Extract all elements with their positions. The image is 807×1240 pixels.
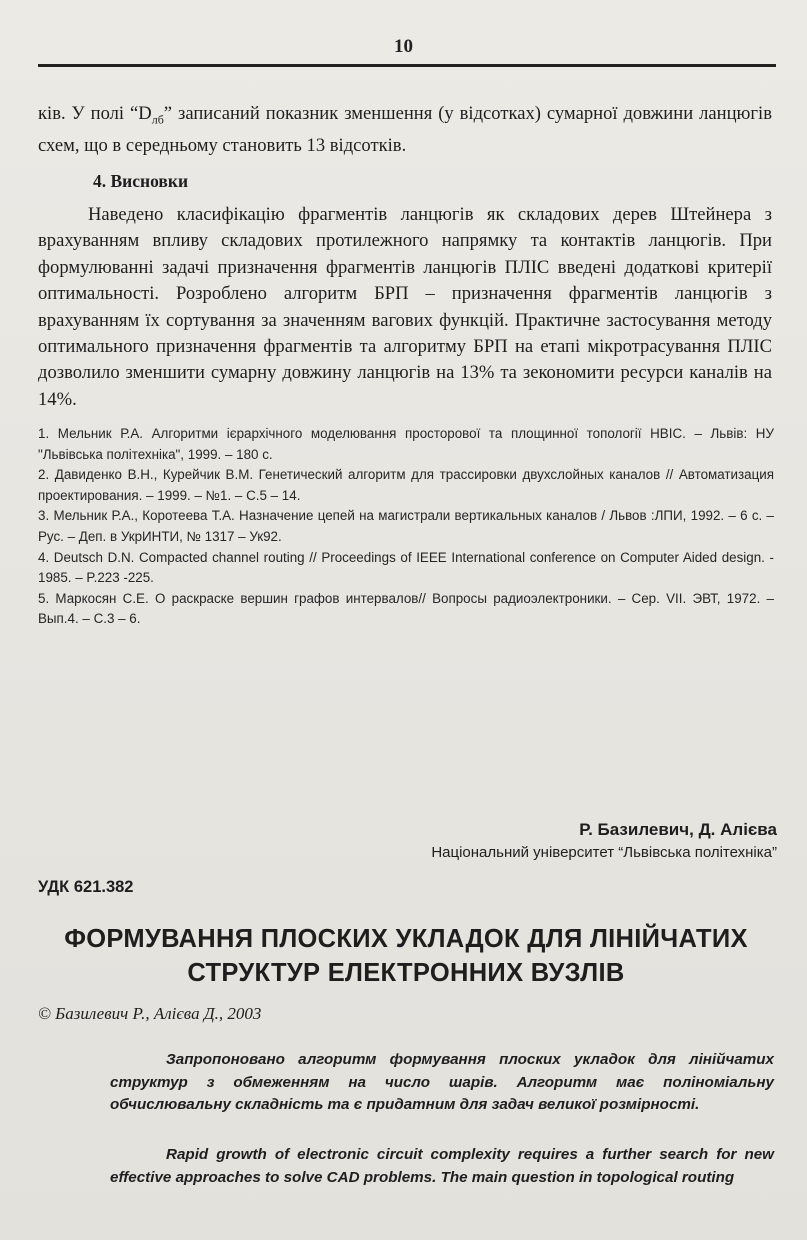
udk-code: УДК 621.382 <box>38 878 134 896</box>
references-list <box>38 424 774 630</box>
reference-item: 2. Давиденко В.Н., Курейчик В.М. Генетический алгоритм для трассировки двухслойных каналов // Автоматизация проектирования. – 1999. – №1. – С.5 – 14. <box>38 467 774 503</box>
intro-subscript: лб <box>151 112 164 127</box>
article-authors-block <box>431 818 777 864</box>
copyright-line: © Базилевич Р., Алієва Д., 2003 <box>38 1004 262 1023</box>
abstract-ukrainian: Запропоновано алгоритм формування плоских укладок для лінійчатих структур з обмеженням на число шарів. Алгоритм має поліноміальну обчислювальну складність та є придатним для задач великої розмірності. <box>110 1051 774 1113</box>
intro-paragraph <box>38 101 772 160</box>
reference-item: 4. Deutsch D.N. Compacted channel routing // Proceedings of IEEE International conference on Computer Aided design. - 1985. – P.223 -225. <box>38 549 774 586</box>
article-title-line-2: СТРУКТУР ЕЛЕКТРОННИХ ВУЗЛІВ <box>187 959 625 987</box>
intro-text-start: ків. У полі “D <box>38 103 152 124</box>
reference-item: 1. Мельник Р.А. Алгоритми ієрархічного моделювання просторової та площинної топології НВІС. – Львів: НУ "Львівська політехніка", 1999. – 180 с. <box>38 426 774 462</box>
reference-item: 5. Маркосян С.Е. О раскраске вершин графов интервалов// Вопросы радиоэлектроники. – Сер. VII. ЭВТ, 1972. – Вып.4. – С.3 – 6. <box>38 590 774 627</box>
reference-item: 3. Мельник Р.А., Коротеева Т.А. Назначение цепей на магистрали вертикальных каналов / Львов :ЛПИ, 1992. – 6 с. – Рус. – Деп. в УкрИНТИ, № 1317 – Ук92. <box>38 508 774 544</box>
article-title <box>38 922 774 990</box>
abstract-english: Rapid growth of electronic circuit complexity requires a further search for new effective approaches to solve CAD problems. The main question in topological routing <box>110 1146 774 1186</box>
header-rule <box>38 64 776 67</box>
page-number: 10 <box>394 36 413 57</box>
intro-text-end: ” записаний показник зменшення (у відсотках) сумарної довжини ланцюгів схем, що в середньому становить 13 відсотків. <box>38 103 772 157</box>
article-title-line-1: ФОРМУВАННЯ ПЛОСКИХ УКЛАДОК ДЛЯ ЛІНІЙЧАТИХ <box>64 925 748 953</box>
conclusions-paragraph: Наведено класифікацію фрагментів ланцюгів як складових дерев Штейнера з врахуванням впливу складових протилежного напрямку та контактів ланцюгів. При формулюванні задачі призначення фрагментів ланцюгів ПЛІС введені додаткові критерії оптимальності. Розроблено алгоритм БРП – призначення фрагментів ланцюгів з врахуванням їх сортування за значенням вагових функцій. Практичне застосування методу оптимального призначення фрагментів та алгоритму БРП на етапі мікротрасування ПЛІС дозволило зменшити сумарну довжину ланцюгів на 13% та зекономити ресурси каналів на 14%. <box>38 204 772 410</box>
conclusions-heading: 4. Висновки <box>93 171 189 191</box>
article-affiliation: Національний університет “Львівська політехніка” <box>431 844 777 861</box>
article-authors: Р. Базилевич, Д. Алієва <box>579 820 777 839</box>
